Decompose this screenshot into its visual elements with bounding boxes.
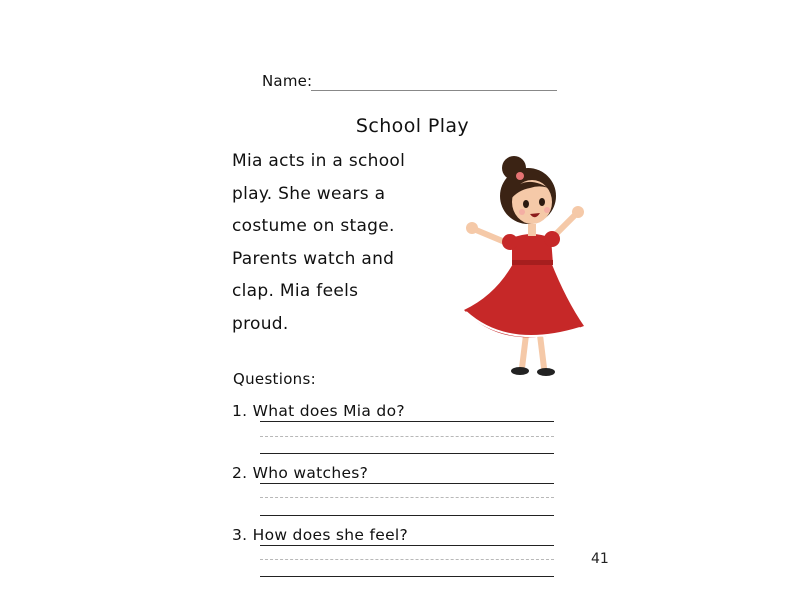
- questions-heading: Questions:: [233, 370, 316, 388]
- page-number: 41: [591, 551, 609, 567]
- story-line: Mia acts in a school: [232, 151, 406, 171]
- answer-line[interactable]: [260, 515, 554, 516]
- question-3: 3. How does she feel?: [232, 526, 409, 544]
- answer-line[interactable]: [260, 576, 554, 577]
- question-2: 2. Who watches?: [232, 464, 369, 482]
- answer-line[interactable]: [260, 545, 554, 546]
- answer-guide-line: [260, 497, 554, 498]
- story-line: proud.: [232, 313, 289, 334]
- page-title: School Play: [355, 115, 470, 137]
- story-line: Parents watch and: [232, 248, 395, 269]
- name-label: Name:: [262, 72, 313, 90]
- girl-in-red-dress-illustration: [456, 150, 591, 382]
- story-line: clap. Mia feels: [232, 281, 359, 302]
- story-line: play. She wears a: [232, 183, 386, 204]
- name-write-line[interactable]: [311, 90, 557, 91]
- answer-guide-line: [260, 436, 554, 437]
- answer-guide-line: [260, 559, 554, 560]
- answer-line[interactable]: [260, 483, 554, 484]
- question-1: 1. What does Mia do?: [232, 402, 405, 420]
- answer-line[interactable]: [260, 453, 554, 454]
- story-text: [232, 145, 442, 341]
- answer-line[interactable]: [260, 421, 554, 422]
- story-line: costume on stage.: [232, 216, 395, 237]
